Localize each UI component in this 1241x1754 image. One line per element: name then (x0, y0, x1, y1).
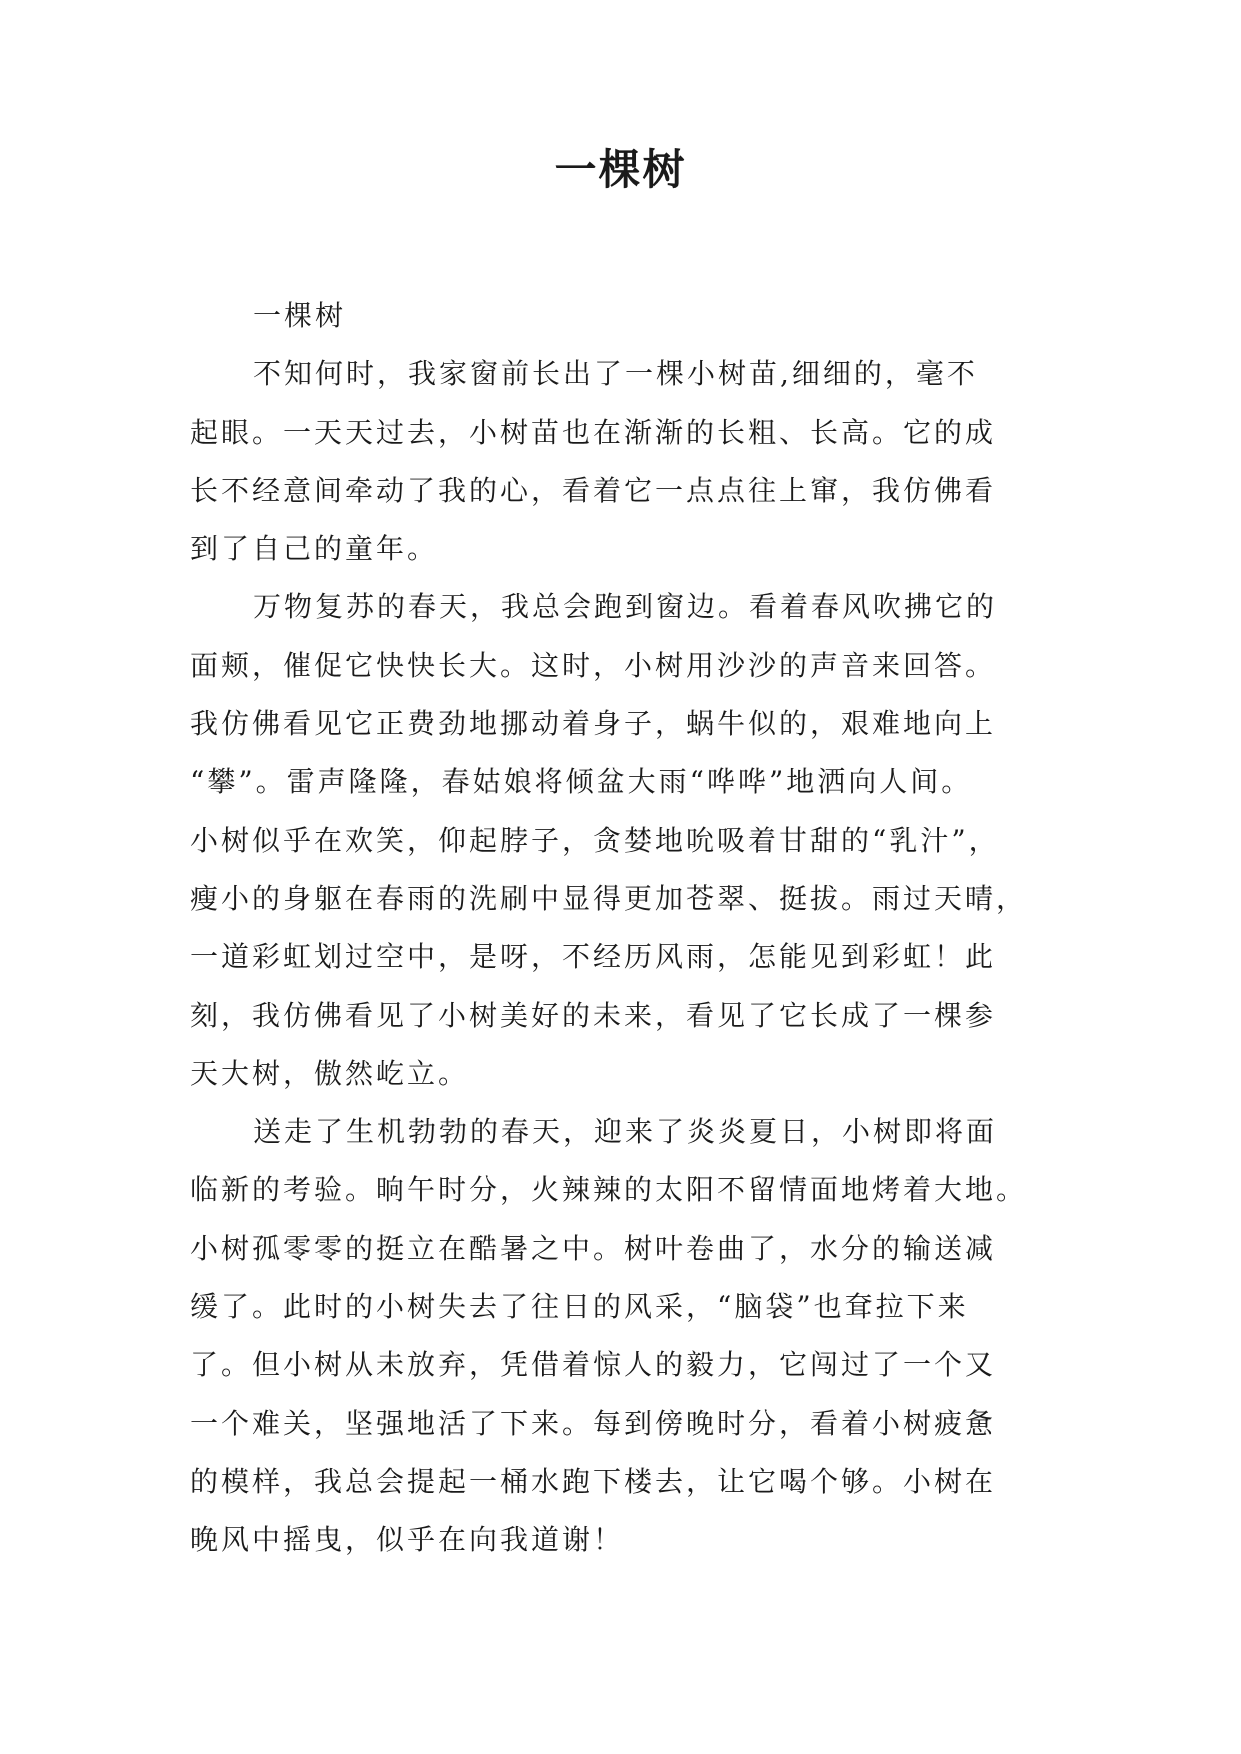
text-line: 缓了。此时的小树失去了往日的风采，“脑袋”也耷拉下来 (190, 1290, 969, 1324)
text-line: 万物复苏的春天，我总会跑到窗边。看着春风吹拂它的 (253, 590, 998, 624)
text-line: 送走了生机勃勃的春天，迎来了炎炎夏日，小树即将面 (253, 1115, 998, 1149)
text-line: 瘦小的身躯在春雨的洗刷中显得更加苍翠、挺拔。雨过天晴， (190, 881, 1028, 915)
text-line: 刻，我仿佛看见了小树美好的未来，看见了它长成了一棵参 (190, 998, 997, 1032)
text-line: 的模样，我总会提起一桶水跑下楼去，让它喝个够。小树在 (190, 1464, 997, 1498)
text-line: “攀”。雷声隆隆，春姑娘将倾盆大雨“哗哗”地洒向人间。 (190, 765, 973, 799)
text-line: 晚风中摇曳，似乎在向我道谢！ (190, 1523, 625, 1557)
text-line: 一棵树 (253, 299, 347, 332)
text-line: 起眼。一天天过去，小树苗也在渐渐的长粗、长高。它的成 (190, 415, 997, 449)
text-line: 临新的考验。晌午时分，火辣辣的太阳不留情面地烤着大地。 (190, 1173, 1028, 1207)
text-line: 一个难关，坚强地活了下来。每到傍晚时分，看着小树疲惫 (190, 1406, 997, 1440)
document-body (190, 287, 1048, 1570)
text-line: 面颊，催促它快快长大。这时，小树用沙沙的声音来回答。 (190, 648, 997, 682)
text-line: 小树似乎在欢笑，仰起脖子，贪婪地吮吸着甘甜的“乳汁”， (190, 823, 1000, 857)
text-line: 不知何时，我家窗前长出了一棵小树苗,细细的，毫不 (253, 357, 978, 391)
text-line: 天大树，傲然屹立。 (190, 1056, 470, 1090)
text-line: 到了自己的童年。 (190, 532, 439, 566)
text-line: 了。但小树从未放弃，凭借着惊人的毅力，它闯过了一个又 (190, 1348, 997, 1382)
text-line: 长不经意间牵动了我的心，看着它一点点往上窜，我仿佛看 (190, 473, 997, 507)
text-line: 一道彩虹划过空中，是呀，不经历风雨，怎能见到彩虹！此 (190, 940, 997, 974)
document-title: 一棵树 (554, 145, 687, 194)
text-line: 小树孤零零的挺立在酷暑之中。树叶卷曲了，水分的输送减 (190, 1231, 997, 1265)
text-line: 我仿佛看见它正费劲地挪动着身子，蜗牛似的，艰难地向上 (190, 707, 997, 741)
